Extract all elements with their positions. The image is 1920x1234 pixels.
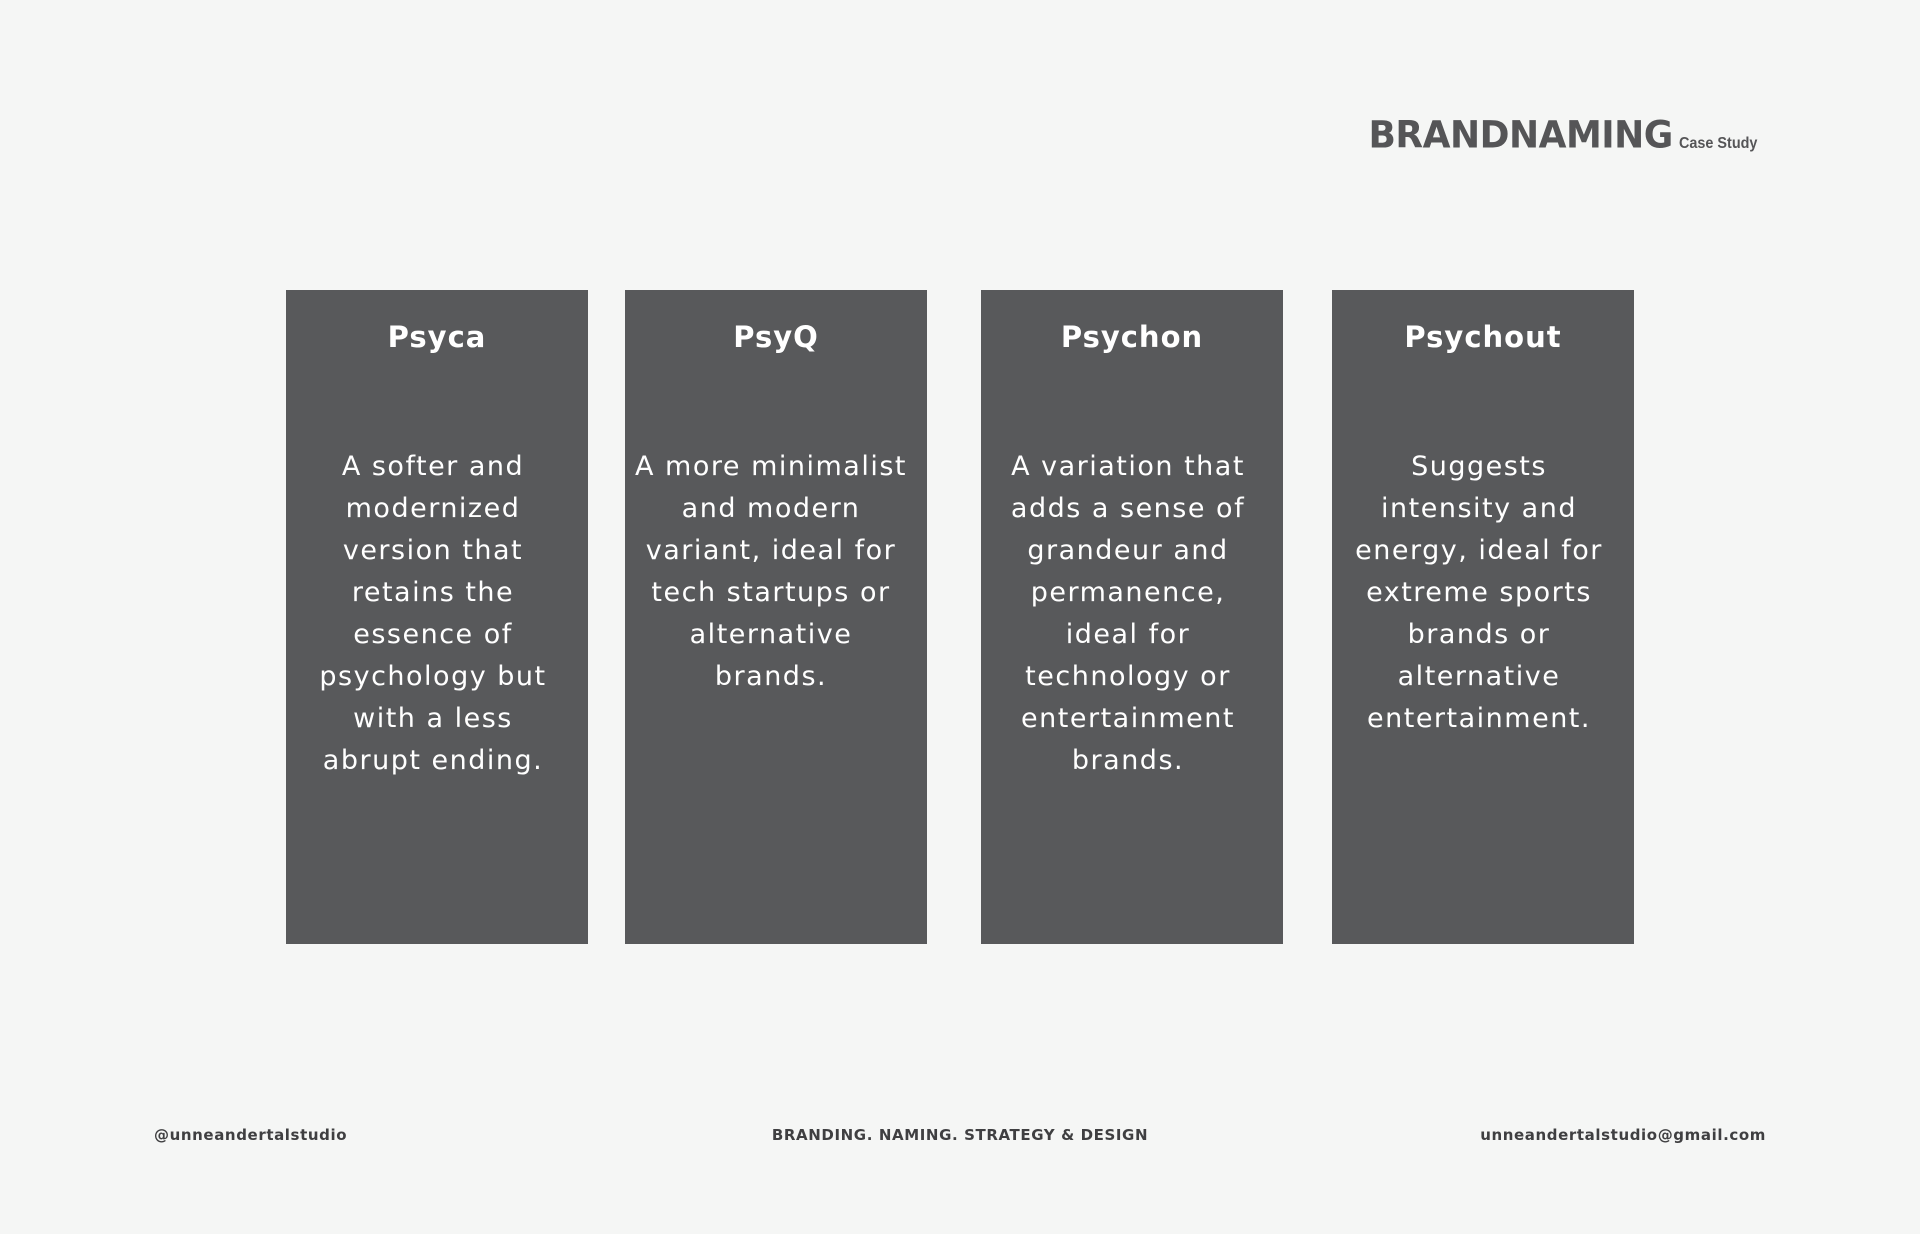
brand-logo — [1368, 113, 1766, 157]
brand-name: BRANDNAMING — [1368, 113, 1673, 157]
footer-handle: @unneandertalstudio — [154, 1126, 348, 1144]
name-card-psychout — [1332, 290, 1634, 944]
name-card-psyq — [625, 290, 927, 944]
card-title: Psychout — [1404, 320, 1562, 354]
card-description: A variation that adds a sense of grandeur and permanence, ideal for technology or entertainment brands. — [1010, 451, 1246, 776]
card-description: Suggests intensity and energy, ideal for extreme sports brands or alternative entertainment. — [1355, 451, 1603, 734]
name-card-psychon — [981, 290, 1283, 944]
card-description: A more minimalist and modern variant, ideal for tech startups or alternative brands. — [635, 451, 907, 692]
footer-email: unneandertalstudio@gmail.com — [1480, 1126, 1766, 1144]
card-title: PsyQ — [733, 320, 819, 354]
footer-tagline: BRANDING. NAMING. STRATEGY & DESIGN — [771, 1126, 1149, 1144]
card-title: Psyca — [387, 320, 487, 354]
brand-subtitle: Case Study — [1678, 135, 1758, 152]
card-description: A softer and modernized version that retains the essence of psychology but with a less abrupt ending. — [319, 451, 547, 776]
name-card-psyca — [286, 290, 588, 944]
card-title: Psychon — [1060, 320, 1204, 354]
